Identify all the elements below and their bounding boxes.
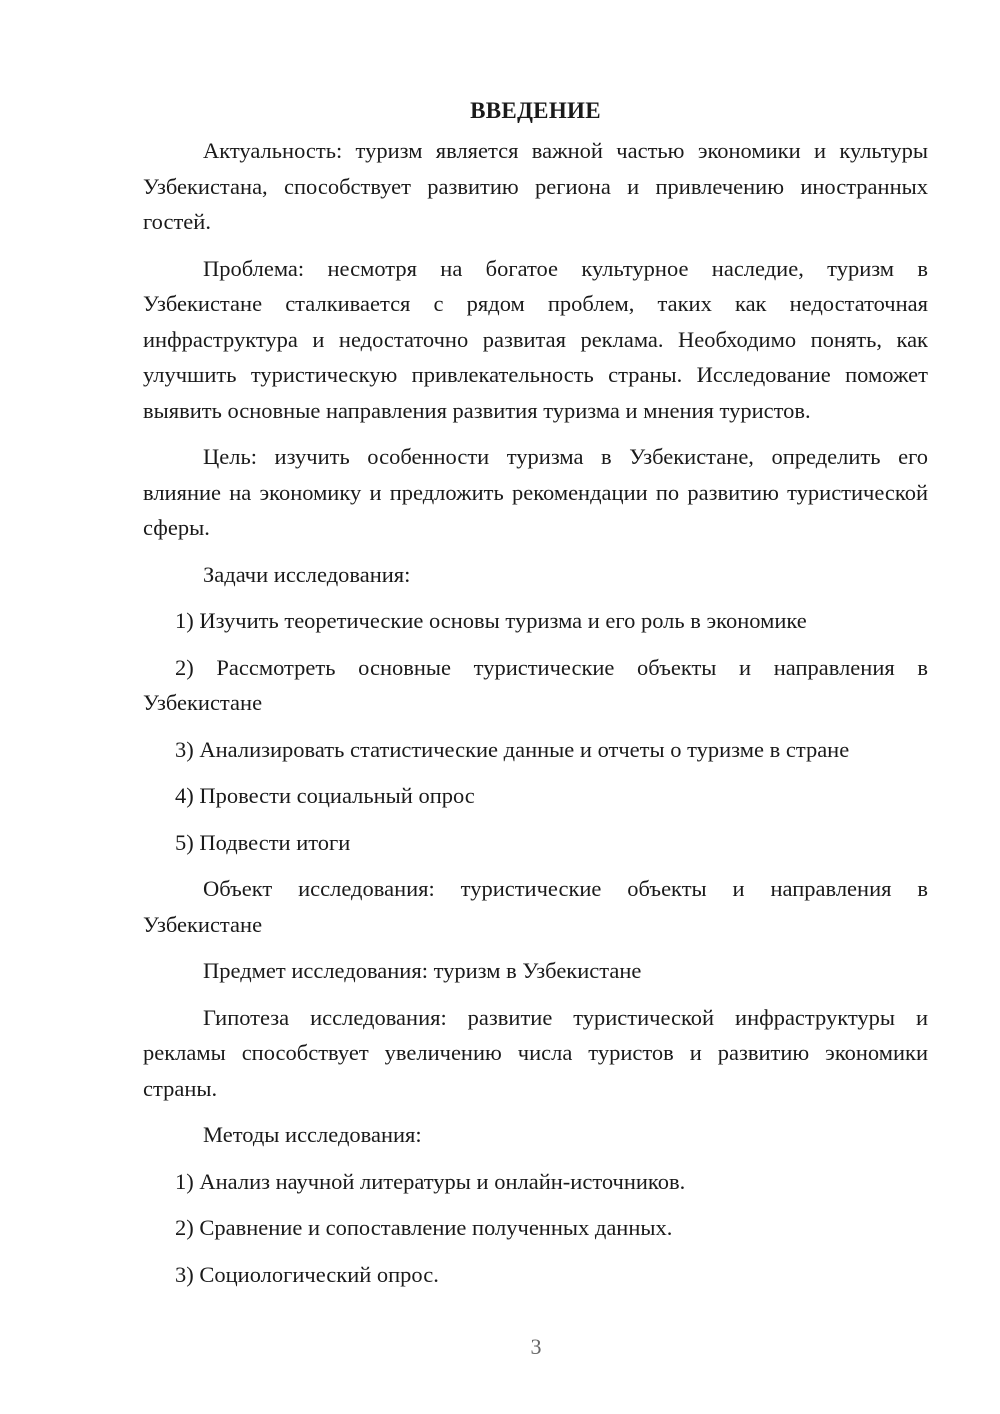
method-item: 1) Анализ научной литературы и онлайн-источников. xyxy=(175,1168,686,1194)
task-item: 3) Анализировать статистические данные и отчеты о туризме в стране xyxy=(175,736,850,762)
task-item: 4) Провести социальный опрос xyxy=(175,783,475,808)
hypothesis-paragraph: Гипотеза исследования: развитие туристической инфраструктуры и рекламы способствует увеличению числа туристов и развитию экономики страны. xyxy=(143,1004,928,1101)
subject-paragraph: Предмет исследования: туризм в Узбекистане xyxy=(203,958,642,983)
task-item: 2) Рассмотреть основные туристические объекты и направления в Узбекистане xyxy=(143,654,928,715)
object-paragraph: Объект исследования: туристические объекты и направления в Узбекистане xyxy=(143,876,928,937)
problem-paragraph: Проблема: несмотря на богатое культурное наследие, туризм в Узбекистане сталкивается с рядом проблем, таких как недостаточная инфраструктура и недостаточно развитая реклама. Необходимо понять, как улучшить туристическую привлекательность страны. Исследование поможет выявить основные направления развития туризма и мнения туристов. xyxy=(143,255,928,423)
tasks-heading: Задачи исследования: xyxy=(203,561,411,587)
task-item: 5) Подвести итоги xyxy=(175,829,351,855)
page-title: ВВЕДЕНИЕ xyxy=(470,98,601,123)
method-item: 2) Сравнение и сопоставление полученных данных. xyxy=(175,1215,673,1240)
page-number: 3 xyxy=(530,1334,542,1359)
document-page xyxy=(143,96,928,1303)
goal-paragraph: Цель: изучить особенности туризма в Узбекистане, определить его влияние на экономику и предложить рекомендации по развитию туристической сферы. xyxy=(143,444,928,540)
methods-heading: Методы исследования: xyxy=(203,1122,422,1147)
method-item: 3) Социологический опрос. xyxy=(175,1261,439,1287)
task-item: 1) Изучить теоретические основы туризма и его роль в экономике xyxy=(175,608,807,633)
relevance-paragraph: Актуальность: туризм является важной частью экономики и культуры Узбекистана, способствует развитию региона и привлечению иностранных гостей. xyxy=(143,138,928,234)
